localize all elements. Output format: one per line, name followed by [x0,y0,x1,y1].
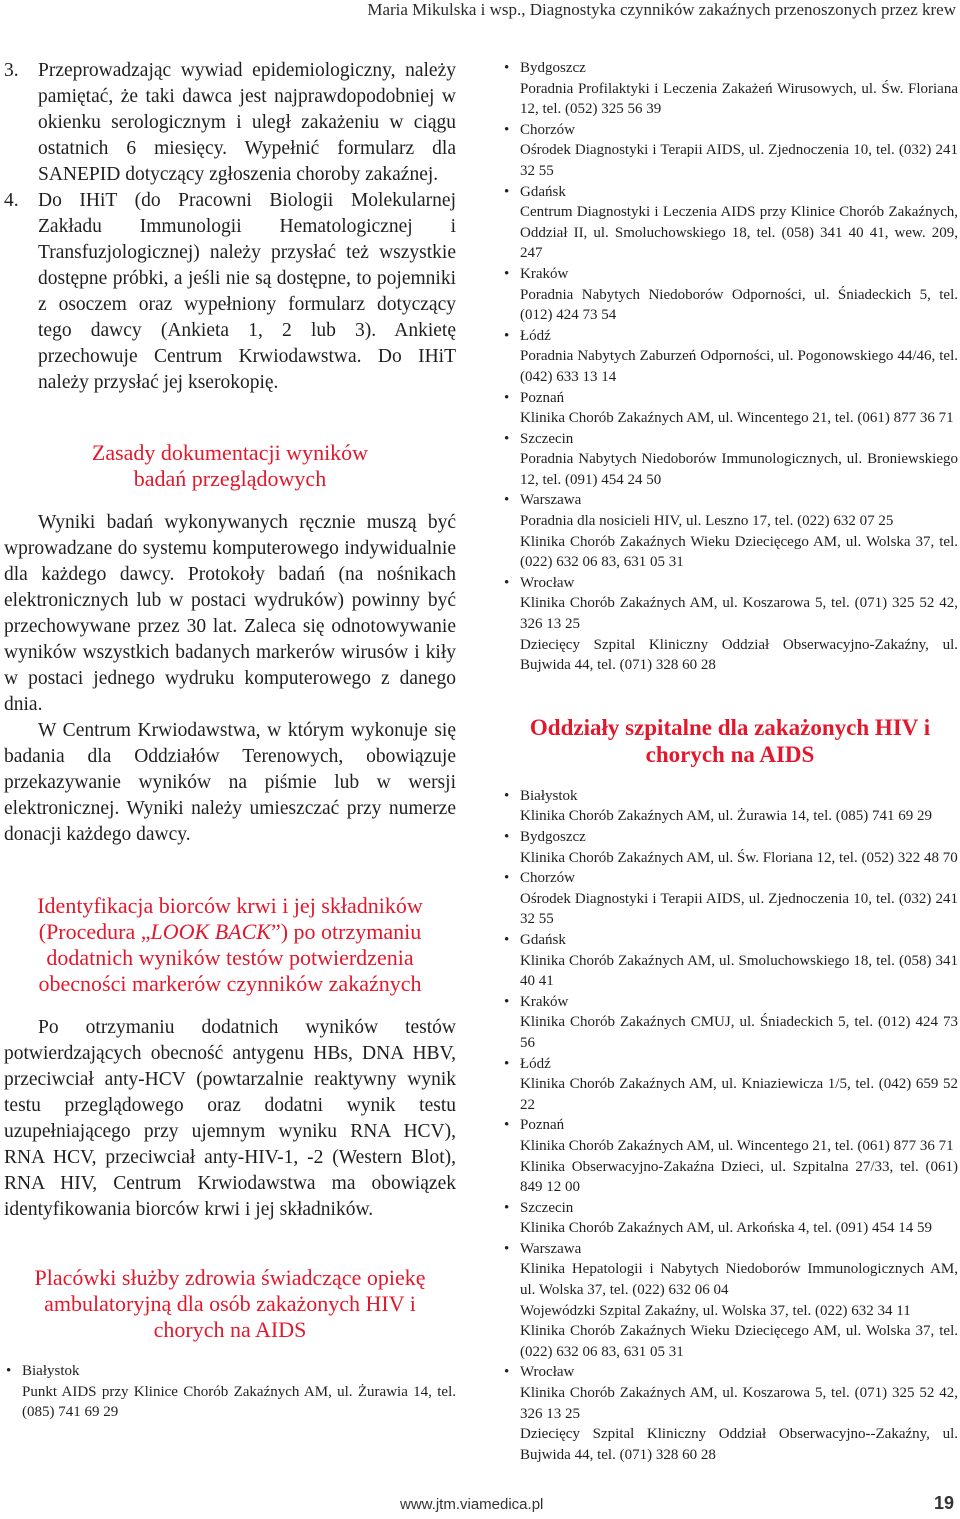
paragraph: Po otrzymaniu dodatnich wyników testów potwierdzających obecność antygenu HBs, DNA HBV, przeciwciał anty-HCV (powtarzalnie reaktywny wynik testu przeglądowego oraz dodatni wynik testu uzupełniającego przy ujemnym wyniku RNA HCV), RNA HCV, przeciwciał anty-HIV-1, -2 (Western Blot), RNA HIV, Centrum Krwiodawstwa ma obowiązek identyfikowania biorców krwi i jej składników. [4,1017,456,1220]
city-name: Łódź [520,1055,551,1072]
page-number: 19 [933,1493,954,1513]
facility-entry: Klinika Chorób Zakaźnych Wieku Dziecięcego AM, ul. Wolska 37, tel. (022) 632 06 83, 631 05 31 [520,533,958,571]
city-name: Białystok [22,1363,80,1379]
section-heading-hospital-wards: Oddziały szpitalne dla zakażonych HIV i chorych na AIDS [529,714,931,767]
city-name: Wrocław [520,574,575,591]
list-item [502,1054,958,1116]
list-item [502,786,958,827]
numbered-item-4 [4,188,456,396]
bullet: • [504,492,510,509]
city-name: Warszawa [520,1240,582,1257]
city-name: Chorzów [520,870,575,887]
facility-entry: Poradnia dla nosicieli HIV, ul. Leszno 17, tel. (022) 632 07 25 [520,513,894,530]
right-column [502,58,958,1465]
bullet: • [504,121,510,138]
left-column [4,58,456,1423]
facility-entry: Poradnia Profilaktyki i Leczenia Zakażeń Wirusowych, ul. Św. Floriana 12, tel. (052) 325 56 39 [520,80,958,118]
heading-part: ”) po otrzymaniu dodatnich wyników testów potwierdzenia obecności markerów czynników zakaźnych [38,919,422,996]
section-heading-documentation: Zasady dokumentacji wyników badań przeglądowych [91,440,369,491]
bullet: • [504,183,510,200]
city-name: Gdańsk [520,183,566,200]
city-name: Gdańsk [520,931,566,948]
facility-list-outpatient-cont [502,58,958,676]
list-item [502,490,958,572]
city-name: Warszawa [520,492,582,509]
facility-entry: Klinika Hepatologii i Nabytych Niedoborów Immunologicznych AM, ul. Wolska 37, tel. (022) 632 06 04 [520,1261,958,1299]
list-item [502,992,958,1054]
facility-entry: Klinika Chorób Zakaźnych AM, ul. Żurawia 14, tel. (085) 741 69 29 [520,808,933,825]
facility-entry: Punkt AIDS przy Klinice Chorób Zakaźnych AM, ul. Żurawia 14, tel. (085) 741 69 29 [22,1383,456,1421]
facility-entry: Ośrodek Diagnostyki i Terapii AIDS, ul. Zjednoczenia 10, tel. (032) 241 32 55 [520,890,958,928]
item-text: Do IHiT (do Pracowni Biologii Molekularnej Zakładu Immunologii Hematologicznej i Transfuzjologicznej) należy przysłać też wszystkie dostępne próbki, a jeśli nie są dostępne, to pojemniki z osoczem oraz wypełniony formularz dotyczący tego dawcy (Ankieta 1, 2 lub 3). Ankietę przechowuje Centrum Krwiodawstwa. Do IHiT należy przysłać jej kserokopię. [38,190,456,393]
city-name: Kraków [520,993,569,1010]
footer-url: www.jtm.viamedica.pl [400,1496,544,1513]
list-item [502,573,958,676]
facility-entry: Klinika Chorób Zakaźnych AM, ul. Wincentego 21, tel. (061) 877 36 71 [520,410,954,427]
facility-entry: Klinika Chorób Zakaźnych AM, ul. Koszarowa 5, tel. (071) 325 52 42, 326 13 25 [520,1385,958,1422]
facility-entry: Klinika Chorób Zakaźnych AM, ul. Wincentego 21, tel. (061) 877 36 71 [520,1137,954,1154]
city-name: Łódź [520,327,551,344]
bullet: • [504,787,510,804]
bullet: • [504,430,510,447]
list-item [502,1362,958,1465]
facility-list-hospital [502,786,958,1466]
list-item [502,58,958,120]
facility-entry: Klinika Chorób Zakaźnych AM, ul. Kniaziewicza 1/5, tel. (042) 659 52 22 [520,1076,958,1113]
bullet: • [504,829,510,845]
bullet: • [504,265,510,282]
list-item [502,264,958,326]
paragraph: Wyniki badań wykonywanych ręcznie muszą być wprowadzane do systemu komputerowego indywidualnie dla każdego dawcy. Protokoły badań (na nośnikach elektronicznych lub w postaci wydruków) powinny być przechowywane przez 30 lat. Zaleca się odnotowywanie wyników wszystkich badanych markerów wirusów i kiły w postaci jednego wydruku komputerowego z danego dnia. [4,512,456,715]
bullet: • [6,1363,12,1379]
list-item [502,120,958,182]
list-item [4,1361,456,1423]
bullet: • [504,1240,510,1257]
numbered-item-3 [4,58,456,188]
bullet: • [504,993,510,1010]
item-number: 3. [4,60,19,81]
item-number: 4. [4,190,19,211]
city-name: Poznań [520,1117,565,1134]
city-name: Chorzów [520,121,575,138]
facility-entry: Ośrodek Diagnostyki i Terapii AIDS, ul. Zjednoczenia 10, tel. (032) 241 32 55 [520,142,958,179]
facility-entry: Wojewódzki Szpital Zakaźny, ul. Wolska 37, tel. (022) 632 34 11 [520,1302,911,1319]
bullet: • [504,870,510,887]
city-name: Bydgoszcz [520,60,586,76]
city-name: Szczecin [520,1199,574,1216]
bullet: • [504,1364,510,1381]
item-text: Przeprowadzając wywiad epidemiologiczny, należy pamiętać, że taki dawca jest najprawdopodobniej w okienku serologicznym i uległ zakażeniu w ciągu ostatnich 6 miesięcy. Wypełnić formularz dla SANEPID dotyczący zgłoszenia choroby zakaźnej. [38,60,456,185]
facility-entry: Poradnia Nabytych Zaburzeń Odporności, ul. Pogonowskiego 44/46, tel. (042) 633 13 14 [520,348,958,385]
city-name: Wrocław [520,1364,575,1381]
bullet: • [504,1055,510,1072]
section-heading-outpatient: Placówki służby zdrowia świadczące opiekę ambulatoryjną dla osób zakażonych HIV i chorych na AIDS [34,1265,426,1342]
bullet: • [504,389,510,406]
list-item [502,182,958,264]
facility-entry: Dziecięcy Szpital Kliniczny Oddział Obserwacyjno-Zakaźny, ul. Bujwida 44, tel. (071) 328 60 28 [520,636,958,674]
city-name: Białystok [520,787,578,804]
facility-entry: Klinika Chorób Zakaźnych AM, ul. Św. Floriana 12, tel. (052) 322 48 70 [520,849,958,866]
facility-entry: Poradnia Nabytych Niedoborów Odporności, ul. Śniadeckich 5, tel. (012) 424 73 54 [520,286,958,324]
heading-emphasis: LOOK BACK [150,919,271,944]
list-item [502,1239,958,1363]
facility-entry: Klinika Chorób Zakaźnych Wieku Dziecięcego AM, ul. Wolska 37, tel. (022) 632 06 83, 631 05 31 [520,1323,958,1360]
city-name: Bydgoszcz [520,829,586,845]
list-item [502,1115,958,1197]
facility-entry: Dziecięcy Szpital Kliniczny Oddział Obserwacyjno--Zakaźny, ul. Bujwida 44, tel. (071) 328 60 28 [520,1426,958,1463]
facility-entry: Centrum Diagnostyki i Leczenia AIDS przy Klinice Chorób Zakaźnych, Oddział II, ul. Smoluchowskiego 18, tel. (058) 341 40 41, wew. 209, 247 [520,204,958,262]
bullet: • [504,1199,510,1216]
list-item [502,326,958,388]
facility-entry: Klinika Chorób Zakaźnych AM, ul. Arkońska 4, tel. (091) 454 14 59 [520,1220,933,1237]
list-item [502,827,958,868]
paragraph: W Centrum Krwiodawstwa, w którym wykonuje się badania dla Oddziałów Terenowych, obowiązuje przekazywanie wyników na piśmie lub w wersji elektronicznej. Wyniki należy umieszczać przy numerze donacji każdego dawcy. [4,720,456,845]
bullet: • [504,60,510,76]
list-item [502,868,958,930]
facility-entry: Klinika Chorób Zakaźnych AM, ul. Koszarowa 5, tel. (071) 325 52 42, 326 13 25 [520,595,958,633]
bullet: • [504,931,510,948]
city-name: Kraków [520,265,569,282]
facility-entry: Poradnia Nabytych Niedoborów Immunologicznych, ul. Broniewskiego 12, tel. (091) 454 24 50 [520,451,958,488]
city-name: Szczecin [520,430,574,447]
facility-entry: Klinika Obserwacyjno-Zakaźna Dzieci, ul. Szpitalna 27/33, tel. (061) 849 12 00 [520,1158,958,1196]
list-item [502,930,958,992]
bullet: • [504,1117,510,1134]
bullet: • [504,574,510,591]
facility-list [4,1361,456,1423]
list-item [502,429,958,491]
list-item [502,388,958,429]
facility-entry: Klinika Chorób Zakaźnych AM, ul. Smoluchowskiego 18, tel. (058) 341 40 41 [520,952,958,990]
list-item [502,1198,958,1239]
heading-part: Identyfikacja biorców krwi i jej składników (Procedura „ [37,893,423,944]
facility-entry: Klinika Chorób Zakaźnych CMUJ, ul. Śniadeckich 5, tel. (012) 424 73 56 [520,1014,958,1051]
section-heading-look-back [4,893,456,997]
running-header: Maria Mikulska i wsp., Diagnostyka czynników zakaźnych przenoszonych przez krew [367,0,956,19]
city-name: Poznań [520,389,565,406]
bullet: • [504,327,510,344]
